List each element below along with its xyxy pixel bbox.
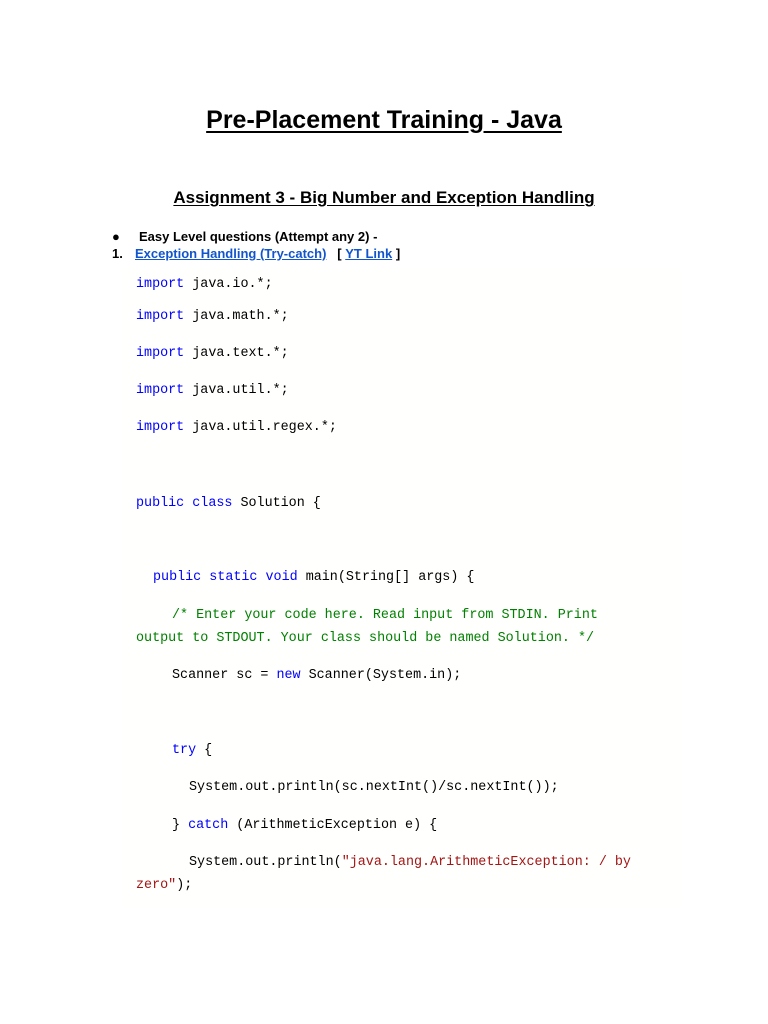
code-line-println-div: System.out.println(sc.nextInt()/sc.nextInt());: [189, 780, 559, 795]
code-line-import-text: import java.text.*;: [136, 346, 289, 361]
code-line-main-decl: public static void main(String[] args) {: [153, 570, 475, 585]
code-line-import-io: import java.io.*;: [136, 277, 273, 292]
code-block: [122, 268, 682, 908]
easy-level-bullet: [112, 229, 377, 244]
assignment-subtitle: Assignment 3 - Big Number and Exception Handling: [173, 188, 595, 207]
question-item-1: [112, 246, 400, 261]
bullet-dot-icon: ●: [112, 229, 120, 244]
bracket-open: [: [337, 246, 342, 261]
code-line-class-decl: public class Solution {: [136, 496, 321, 511]
code-line-comment-2: output to STDOUT. Your class should be named Solution. */: [136, 631, 595, 646]
code-line-comment-1: /* Enter your code here. Read input from STDIN. Print: [172, 608, 598, 623]
easy-level-heading: Easy Level questions (Attempt any 2) -: [139, 229, 378, 244]
code-line-catch: } catch (ArithmeticException e) {: [172, 818, 438, 833]
exception-handling-link[interactable]: Exception Handling (Try-catch): [135, 246, 327, 261]
item-number: 1.: [112, 246, 123, 261]
code-line-import-math: import java.math.*;: [136, 309, 289, 324]
code-line-scanner: Scanner sc = new Scanner(System.in);: [172, 668, 462, 683]
code-line-import-regex: import java.util.regex.*;: [136, 420, 337, 435]
code-line-println-err-2: zero");: [136, 878, 193, 893]
document-title: Pre-Placement Training - Java: [206, 106, 562, 134]
yt-link[interactable]: YT Link: [345, 246, 393, 261]
code-line-try: try {: [172, 743, 213, 758]
bracket-close: ]: [395, 246, 401, 261]
code-line-import-util: import java.util.*;: [136, 383, 289, 398]
code-line-println-err-1: System.out.println("java.lang.ArithmeticException: / by: [189, 855, 631, 870]
